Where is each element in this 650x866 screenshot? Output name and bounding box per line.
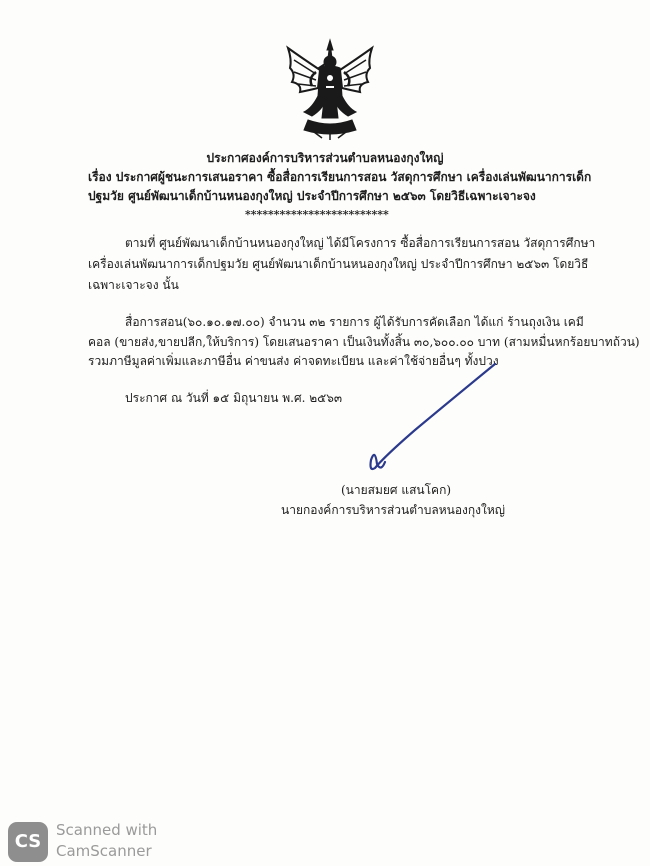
- camscanner-watermark: [8, 818, 208, 864]
- announcement-date: ประกาศ ณ วันที่ ๑๕ มิถุนายน พ.ศ. ๒๕๖๓: [125, 391, 343, 405]
- signature-mark: [355, 360, 505, 480]
- document-title: ประกาศองค์การบริหารส่วนตำบลหนองกุงใหญ่: [206, 151, 444, 165]
- watermark-line-2: CamScanner: [56, 842, 152, 860]
- paragraph-2-line-2: คอล (ขายส่ง,ขายปลีก,ให้บริการ) โดยเสนอราคา เป็นเงินทั้งสิ้น ๓๐,๖๐๐.๐๐ บาท (สามหมื่นหกร้อยบาทถ้วน): [88, 335, 640, 349]
- watermark-text: [56, 820, 157, 862]
- subject-line-1: เรื่อง ประกาศผู้ชนะการเสนอราคา ซื้อสื่อการเรียนการสอน วัสดุการศึกษา เครื่องเล่นพัฒนาการเด็ก: [88, 170, 592, 184]
- paragraph-2-line-3: รวมภาษีมูลค่าเพิ่มและภาษีอื่น ค่าขนส่ง ค่าจดทะเบียน และค่าใช้จ่ายอื่นๆ ทั้งปวง: [88, 354, 499, 368]
- paragraph-1-line-3: เฉพาะเจาะจง นั้น: [88, 278, 179, 292]
- garuda-emblem-icon: [282, 38, 378, 140]
- subject-line-2: ปฐมวัย ศูนย์พัฒนาเด็กบ้านหนองกุงใหญ่ ประจำปีการศึกษา ๒๕๖๓ โดยวิธีเฉพาะเจาะจง: [88, 189, 536, 203]
- separator-stars: *************************: [245, 208, 389, 221]
- paragraph-1-line-1: ตามที่ ศูนย์พัฒนาเด็กบ้านหนองกุงใหญ่ ได้มีโครงการ ซื้อสื่อการเรียนการสอน วัสดุการศึกษา: [125, 236, 596, 250]
- paragraph-1-line-2: เครื่องเล่นพัฒนาการเด็กปฐมวัย ศูนย์พัฒนาเด็กบ้านหนองกุงใหญ่ ประจำปีการศึกษา ๒๕๖๓ โดยวิธี: [88, 257, 589, 271]
- watermark-line-1: Scanned with: [56, 821, 158, 839]
- camscanner-logo-icon: CS: [8, 822, 48, 862]
- signer-position: นายกองค์การบริหารส่วนตำบลหนองกุงใหญ่: [281, 503, 506, 517]
- paragraph-2-line-1: สื่อการสอน(๖๐.๑๐.๑๗.๐๐) จำนวน ๓๒ รายการ ผู้ได้รับการคัดเลือก ได้แก่ ร้านถุงเงิน เคมี: [125, 315, 584, 329]
- signer-name: (นายสมยศ แสนโคก): [341, 483, 452, 497]
